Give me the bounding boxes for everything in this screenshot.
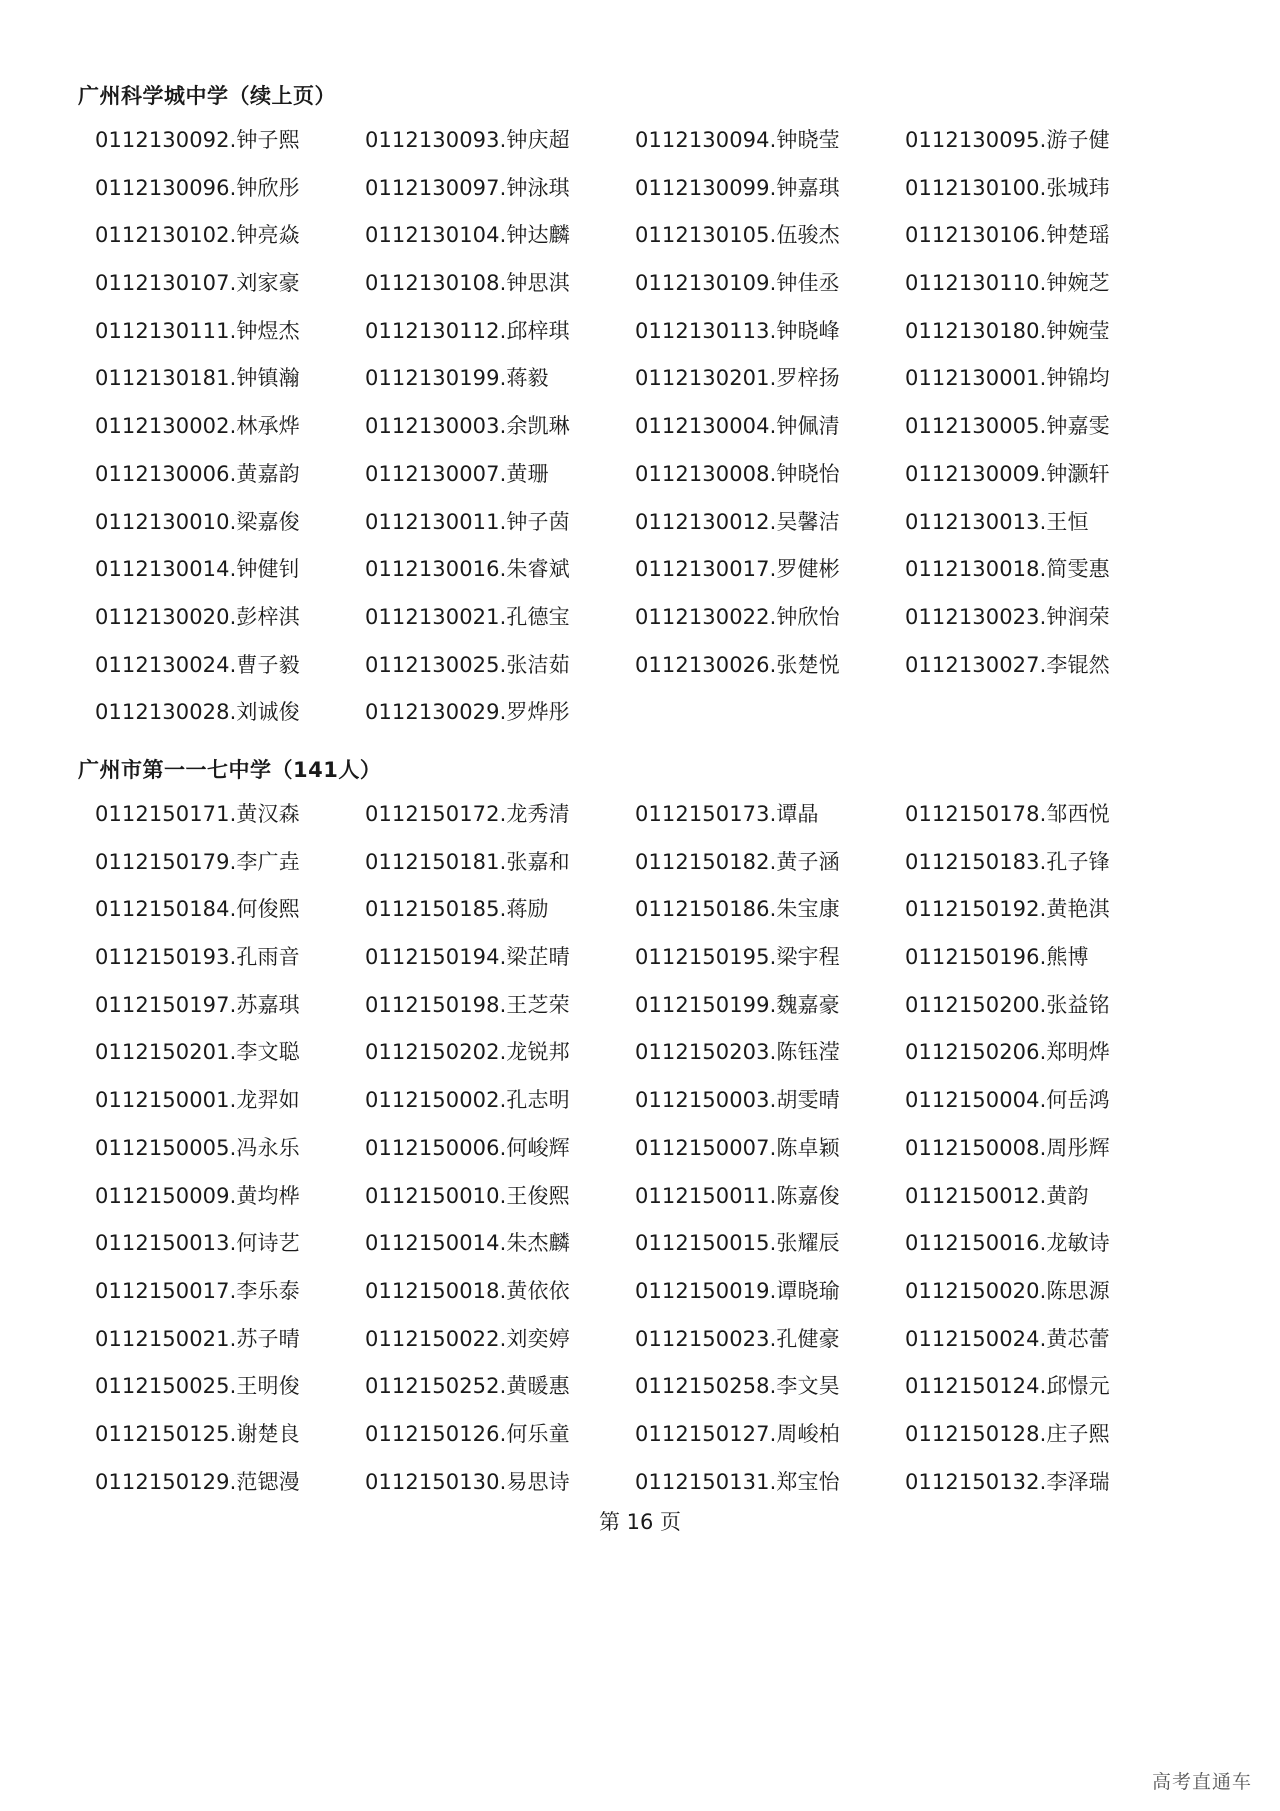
list-item: 0112150186.朱宝康 [635,897,840,922]
list-item: 0112150258.李文昊 [635,1374,840,1399]
list-item: 0112130181.钟镇瀚 [95,366,300,391]
list-item: 0112150201.李文聪 [95,1040,300,1065]
list-item: 0112130113.钟晓峰 [635,318,840,343]
list-item: 0112150184.何俊熙 [95,897,300,922]
list-item: 0112130018.简雯惠 [905,557,1110,582]
list-item: 0112150006.何峻辉 [365,1135,570,1160]
list-item: 0112150010.王俊熙 [365,1183,570,1208]
list-item: 0112150172.龙秀清 [365,802,570,826]
list-item: 0112150011.陈嘉俊 [635,1183,840,1208]
list-item: 0112150126.何乐童 [365,1421,570,1446]
list-item: 0112130105.伍骏杰 [635,223,840,248]
list-item: 0112130095.游子健 [905,128,1110,152]
list-item: 0112150128.庄子熙 [905,1421,1110,1446]
list-item: 0112150202.龙锐邦 [365,1040,570,1065]
list-item: 0112130021.孔德宝 [365,604,570,629]
list-item: 0112150019.谭晓瑜 [635,1278,840,1303]
list-item: 0112150002.孔志明 [365,1088,570,1113]
list-item: 0112130007.黄珊 [365,461,549,486]
name-list [95,800,1175,1515]
list-item: 0112150206.郑明烨 [905,1040,1110,1065]
list-item: 0112150013.何诗艺 [95,1231,300,1256]
list-item: 0112150185.蒋励 [365,897,549,922]
list-item: 0112150173.谭晶 [635,802,819,826]
list-item: 0112150196.熊博 [905,945,1089,970]
list-item: 0112150024.黄芯蕾 [905,1326,1110,1351]
list-item: 0112150124.邱憬元 [905,1374,1110,1399]
list-item: 0112150198.王芝荣 [365,992,570,1017]
list-item: 0112130011.钟子茵 [365,509,570,534]
list-item: 0112150127.周峻柏 [635,1421,840,1446]
list-item: 0112130001.钟锦均 [905,366,1110,391]
list-item: 0112150199.魏嘉豪 [635,992,840,1017]
list-item: 0112150181.张嘉和 [365,849,570,874]
page-number: 第 16 页 [598,1510,682,1534]
list-item: 0112150020.陈思源 [905,1278,1110,1303]
list-item: 0112130012.吴馨洁 [635,509,840,534]
list-item: 0112150203.陈钰滢 [635,1040,840,1065]
list-item: 0112130005.钟嘉雯 [905,414,1110,439]
list-item: 0112130094.钟晓莹 [635,128,840,152]
list-item: 0112150178.邹西悦 [905,802,1110,826]
list-item: 0112130026.张楚悦 [635,652,840,677]
list-item: 0112150025.王明俊 [95,1374,300,1399]
list-item: 0112130107.刘家豪 [95,271,300,296]
list-item: 0112150200.张益铭 [905,992,1110,1017]
list-item: 0112130013.王恒 [905,509,1089,534]
list-item: 0112150003.胡雯晴 [635,1088,840,1113]
watermark: 高考直通车 [1151,1771,1252,1793]
list-item: 0112150007.陈卓颖 [635,1135,840,1160]
list-item: 0112130180.钟婉莹 [905,318,1110,343]
list-item: 0112150023.孔健豪 [635,1326,840,1351]
list-item: 0112130029.罗烨彤 [365,700,570,725]
list-item: 0112130003.余凯琳 [365,414,570,439]
name-list [95,126,1175,746]
list-item: 0112150008.周彤辉 [905,1135,1110,1160]
section-title: 广州市第一一七中学（141人） [78,758,382,782]
list-item: 0112150183.孔子锋 [905,849,1110,874]
list-item: 0112150005.冯永乐 [95,1135,300,1160]
list-item: 0112130106.钟楚瑶 [905,223,1110,248]
list-item: 0112150021.苏子晴 [95,1326,300,1351]
list-item: 0112130008.钟晓怡 [635,461,840,486]
list-item: 0112130022.钟欣怡 [635,604,840,629]
list-item: 0112130097.钟泳琪 [365,175,570,200]
list-item: 0112130024.曹子毅 [95,652,300,677]
list-item: 0112130009.钟灏轩 [905,461,1110,486]
list-item: 0112150009.黄均桦 [95,1183,300,1208]
list-item: 0112130092.钟子熙 [95,128,300,152]
list-item: 0112130096.钟欣彤 [95,175,300,200]
list-item: 0112150018.黄依依 [365,1278,570,1303]
list-item: 0112150015.张耀辰 [635,1231,840,1256]
list-item: 0112130109.钟佳丞 [635,271,840,296]
list-item: 0112150016.龙敏诗 [905,1231,1110,1256]
list-item: 0112130016.朱睿斌 [365,557,570,582]
list-item: 0112130111.钟煜杰 [95,318,300,343]
list-item: 0112150194.梁芷晴 [365,945,570,970]
list-item: 0112150129.范锶漫 [95,1469,300,1494]
list-item: 0112150132.李泽瑞 [905,1469,1110,1494]
list-item: 0112130112.邱梓琪 [365,318,570,343]
list-item: 0112150001.龙羿如 [95,1088,300,1113]
list-item: 0112130006.黄嘉韵 [95,461,300,486]
list-item: 0112150195.梁宇程 [635,945,840,970]
list-item: 0112130020.彭梓淇 [95,604,300,629]
list-item: 0112130004.钟佩清 [635,414,840,439]
list-item: 0112150252.黄暖惠 [365,1374,570,1399]
list-item: 0112150022.刘奕婷 [365,1326,570,1351]
list-item: 0112150014.朱杰麟 [365,1231,570,1256]
list-item: 0112130002.林承烨 [95,414,300,439]
list-item: 0112150017.李乐泰 [95,1278,300,1303]
list-item: 0112130099.钟嘉琪 [635,175,840,200]
list-item: 0112130028.刘诚俊 [95,700,300,725]
list-item: 0112150192.黄艳淇 [905,897,1110,922]
list-item: 0112150125.谢楚良 [95,1421,300,1446]
list-item: 0112130010.梁嘉俊 [95,509,300,534]
list-item: 0112150012.黄韵 [905,1183,1089,1208]
list-item: 0112130027.李锟然 [905,652,1110,677]
list-item: 0112150179.李广垚 [95,849,300,874]
list-item: 0112130014.钟健钊 [95,557,300,582]
list-item: 0112130201.罗梓扬 [635,366,840,391]
list-item: 0112150171.黄汉森 [95,802,300,826]
list-item: 0112150197.苏嘉琪 [95,992,300,1017]
list-item: 0112150130.易思诗 [365,1469,570,1494]
list-item: 0112130108.钟思淇 [365,271,570,296]
list-item: 0112150004.何岳鸿 [905,1088,1110,1113]
list-item: 0112130100.张城玮 [905,175,1110,200]
list-item: 0112150193.孔雨音 [95,945,300,970]
list-item: 0112130104.钟达麟 [365,223,570,248]
list-item: 0112130199.蒋毅 [365,366,549,391]
list-item: 0112130023.钟润荣 [905,604,1110,629]
list-item: 0112150131.郑宝怡 [635,1469,840,1494]
list-item: 0112130110.钟婉芝 [905,271,1110,296]
list-item: 0112130017.罗健彬 [635,557,840,582]
list-item: 0112130102.钟亮焱 [95,223,300,248]
list-item: 0112150182.黄子涵 [635,849,840,874]
section-title: 广州科学城中学（续上页） [78,84,336,108]
list-item: 0112130025.张洁茹 [365,652,570,677]
list-item: 0112130093.钟庆超 [365,128,570,152]
